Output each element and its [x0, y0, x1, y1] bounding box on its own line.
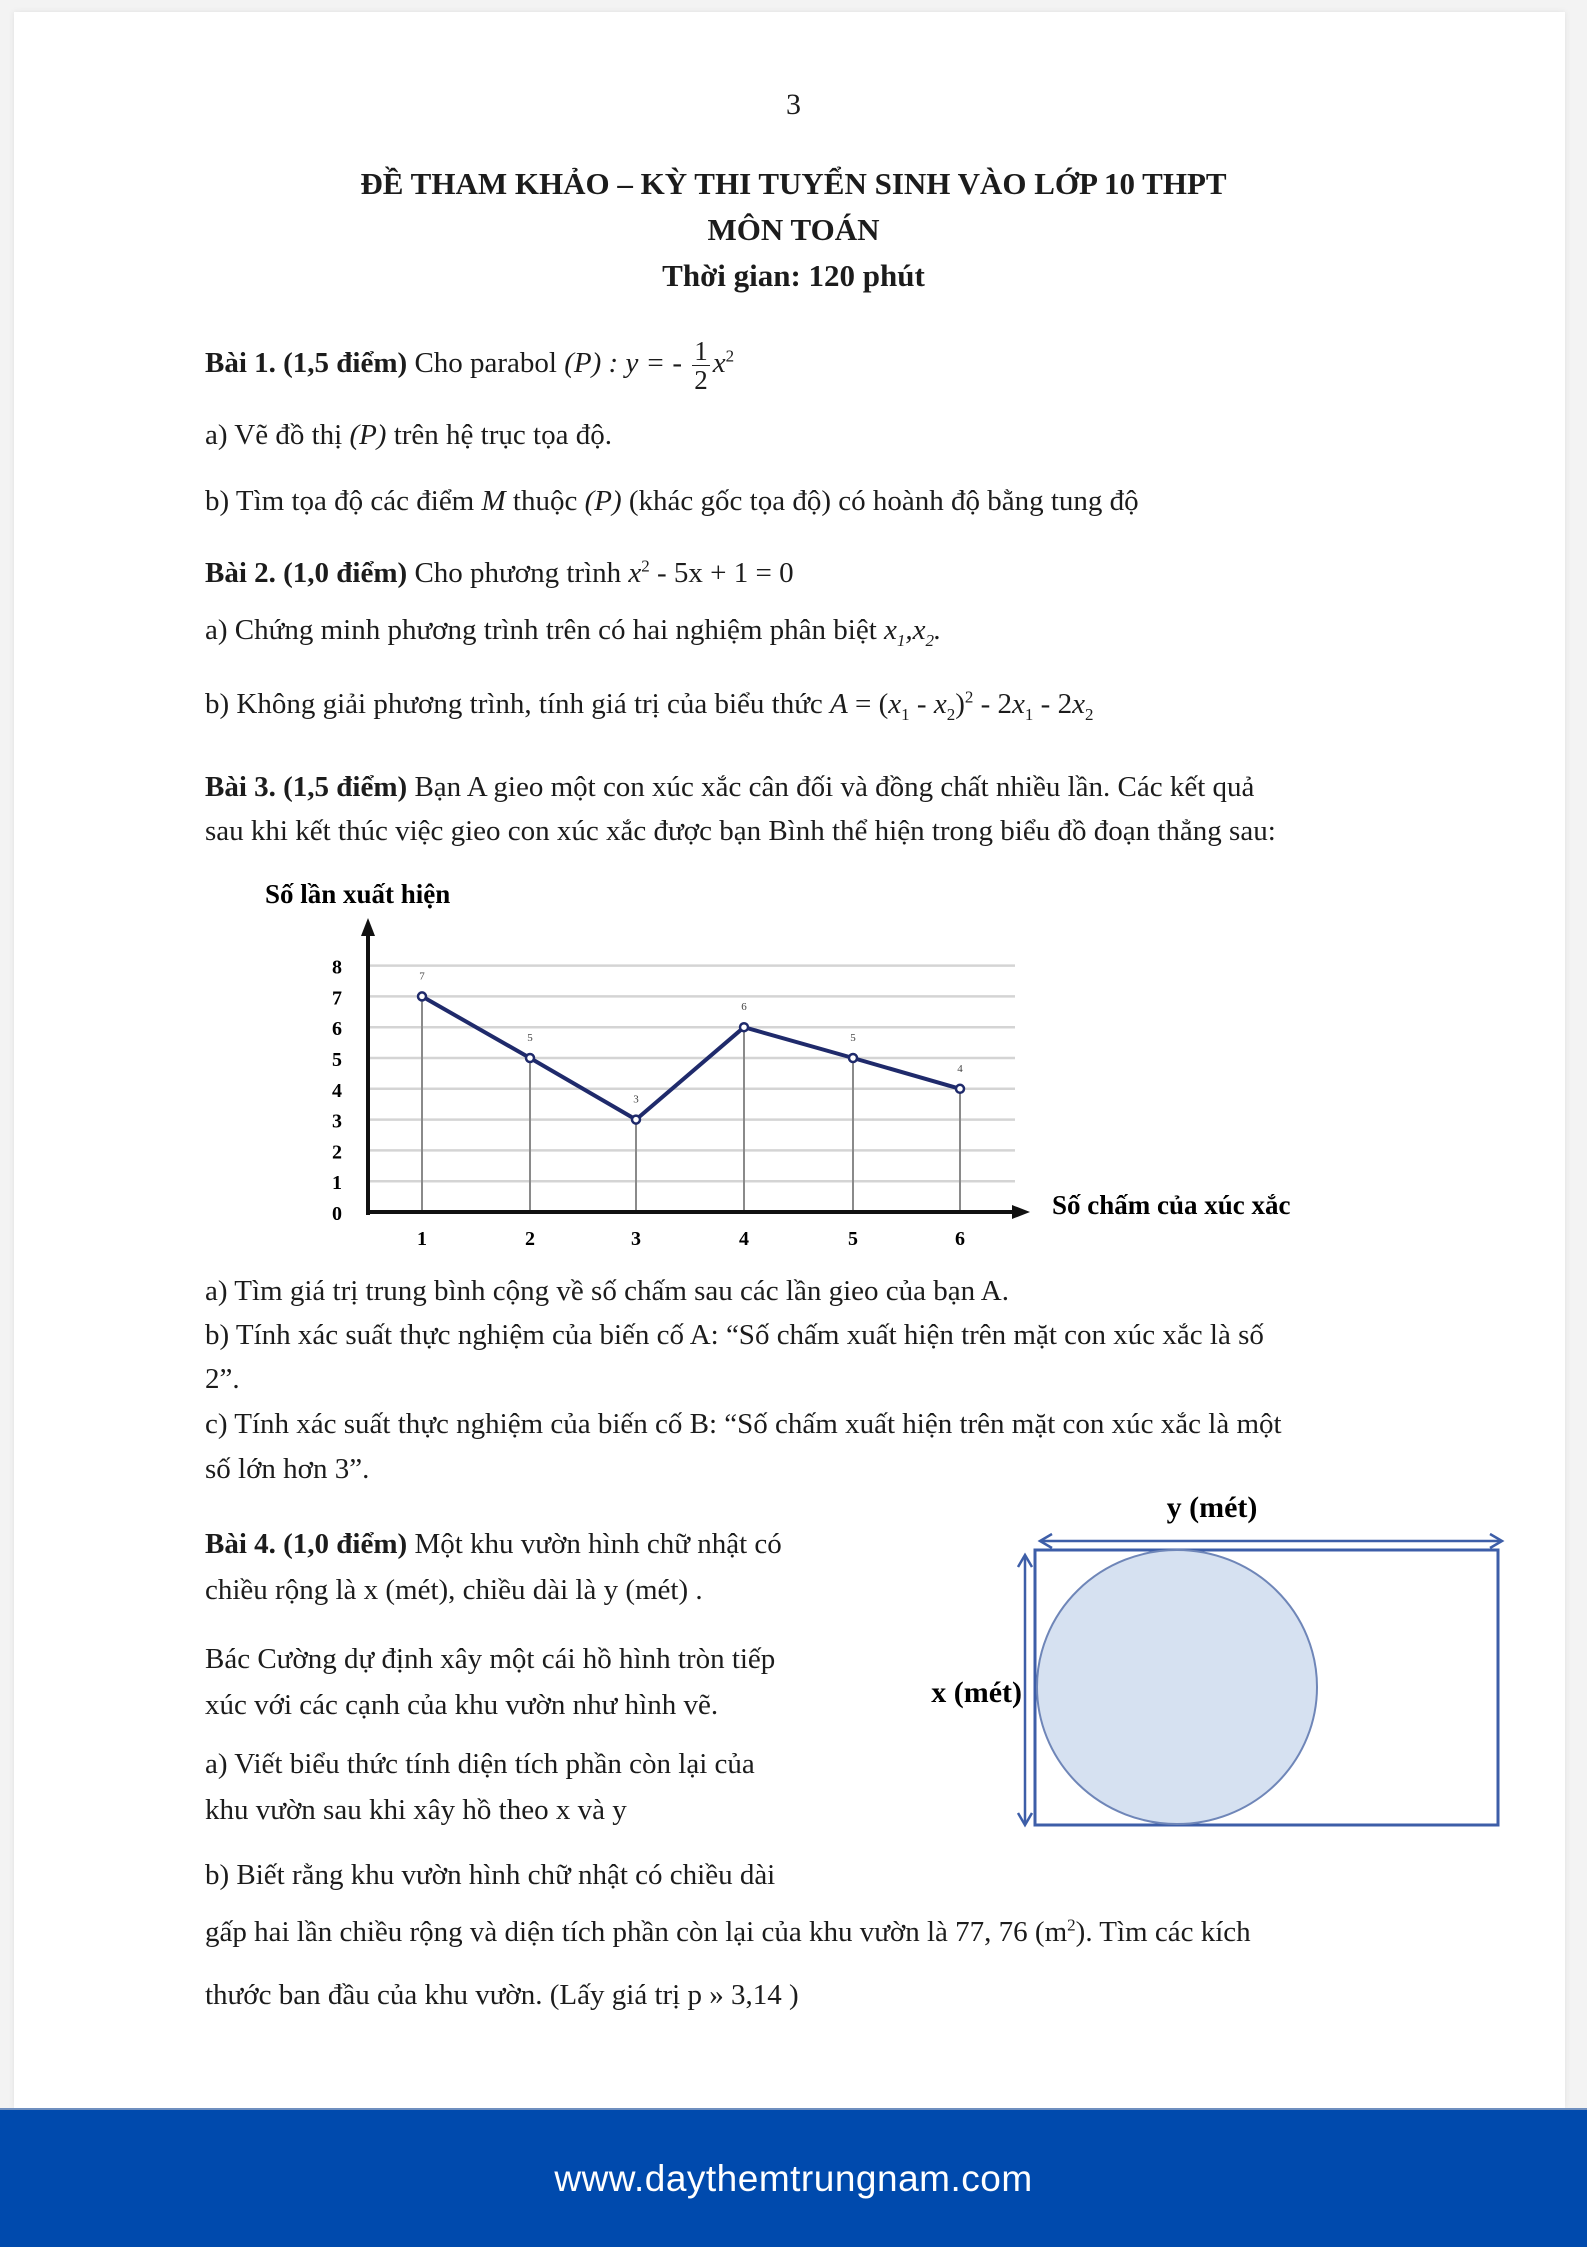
ytick-label: 8 [332, 956, 342, 979]
x-axis-arrow-icon [1012, 1205, 1030, 1219]
exam-title: ĐỀ THAM KHẢO – KỲ THI TUYỂN SINH VÀO LỚP 10 THPT [360, 166, 1227, 201]
exam-duration: Thời gian: 120 phút [662, 258, 925, 293]
data-label: 7 [419, 970, 425, 983]
bai3-line2: sau khi kết thúc việc gieo con xúc xắc được bạn Bình thể hiện trong biểu đồ đoạn thẳng sau: [205, 815, 1276, 847]
fraction: $\frac{1}{2}$ [694, 336, 708, 395]
chart-xlabel: Số chấm của xúc xắc [1052, 1190, 1291, 1220]
bai3-part-c-line2: số lớn hơn 3”. [205, 1453, 370, 1485]
data-point [526, 1054, 534, 1062]
exam-subject: MÔN TOÁN [707, 212, 880, 247]
ytick-label: 7 [332, 987, 342, 1010]
bai2-part-b: b) Không giải phương trình, tính giá trị của biểu thức $A = (x_1 - x_2)^2 - 2x_1 - 2x_2$ [205, 687, 1094, 724]
bai3-part-b-line2: 2”. [205, 1363, 240, 1395]
garden-figure [890, 1480, 1530, 1840]
chart-yticks [332, 957, 342, 1225]
figure-top-label: y (mét) [1166, 1491, 1258, 1524]
data-label: 4 [957, 1062, 963, 1075]
ytick-label: 0 [332, 1203, 342, 1225]
bai3-label: Bài 3. (1,5 điểm) [205, 771, 408, 803]
data-label: 5 [527, 1032, 533, 1044]
chart-xticks [417, 1228, 965, 1250]
xtick-label: 5 [848, 1228, 858, 1250]
figure-side-label: x (mét) [931, 1676, 1022, 1709]
ytick-label: 5 [332, 1049, 342, 1071]
bai4-part-b-line1: b) Biết rằng khu vườn hình chữ nhật có chiều dài [205, 1859, 776, 1891]
ytick-label: 2 [332, 1141, 342, 1164]
bai2-part-a: a) Chứng minh phương trình trên có hai nghiệm phân biệt $x_1,x_2$. [205, 614, 942, 650]
data-point [632, 1116, 640, 1124]
xtick-label: 2 [525, 1228, 535, 1250]
ytick-label: 1 [332, 1172, 342, 1195]
pond-circle [1037, 1550, 1317, 1824]
bai4-line4: xúc với các cạnh của khu vườn như hình vẽ. [205, 1689, 719, 1721]
data-point [849, 1054, 857, 1062]
bai4-label: Bài 4. (1,0 điểm) [205, 1528, 408, 1560]
bai4-line3: Bác Cường dự định xây một cái hồ hình tròn tiếp [205, 1643, 776, 1675]
bai1-part-b: b) Tìm tọa độ các điểm M thuộc (P) (khác gốc tọa độ) có hoành độ bằng tung độ [205, 485, 1139, 517]
ytick-label: 3 [332, 1110, 342, 1133]
bai3-part-a: a) Tìm giá trị trung bình cộng về số chấm sau các lần gieo của bạn A. [205, 1275, 1009, 1307]
bai3-part-c-line1: c) Tính xác suất thực nghiệm của biến cố B: “Số chấm xuất hiện trên mặt con xúc xắc là một [205, 1408, 1282, 1440]
bai1-statement: Bài 1. (1,5 điểm) Cho parabol (P) : y = - $\frac{1}{2}$ $x^2$ [205, 336, 735, 395]
bai4-part-a-line1: a) Viết biểu thức tính diện tích phần còn lại của [205, 1748, 755, 1780]
bai3-part-b-line1: b) Tính xác suất thực nghiệm của biến cố A: “Số chấm xuất hiện trên mặt con xúc xắc là số [205, 1319, 1264, 1351]
bai4-part-a-line2: khu vườn sau khi xây hồ theo x và y [205, 1794, 627, 1826]
data-point [956, 1085, 964, 1093]
data-point [418, 992, 426, 1000]
footer-url[interactable]: www.daythemtrungnam.com [554, 2157, 1033, 2199]
bai4-line2: chiều rộng là x (mét), chiều dài là y (mét) . [205, 1574, 703, 1606]
xtick-label: 4 [739, 1228, 749, 1250]
bai4-part-b-line3: thước ban đầu của khu vườn. (Lấy giá trị p » 3,14 ) [205, 1979, 799, 2011]
ytick-label: 6 [332, 1018, 342, 1041]
y-axis-arrow-icon [361, 918, 375, 936]
xtick-label: 6 [955, 1228, 965, 1250]
chart-drop-lines [422, 996, 960, 1212]
data-label: 5 [850, 1032, 856, 1044]
data-point [740, 1023, 748, 1031]
xtick-label: 1 [417, 1228, 427, 1250]
chart-ylabel: Số lần xuất hiện [265, 879, 451, 909]
data-label: 6 [741, 1001, 747, 1014]
xtick-label: 3 [631, 1228, 641, 1250]
bai3-line1: Bài 3. (1,5 điểm) Bạn A gieo một con xúc xắc cân đối và đồng chất nhiều lần. Các kết quả [205, 771, 1255, 803]
bai2-label: Bài 2. (1,0 điểm) [205, 557, 408, 589]
page-number: 3 [786, 88, 801, 121]
bai1-part-a: a) Vẽ đồ thị (P) trên hệ trục tọa độ. [205, 419, 612, 451]
footer-banner [0, 2108, 1587, 2247]
expression-A: A [830, 688, 848, 720]
ytick-label: 4 [332, 1079, 342, 1102]
bai2-statement: Bài 2. (1,0 điểm) Cho phương trình $x^2 - 5x + 1 = 0$ [205, 556, 794, 589]
bai4-part-b-line2: gấp hai lần chiều rộng và diện tích phần còn lại của khu vườn là 77, 76 $(m^2)$. Tìm các kích [205, 1915, 1251, 1948]
data-label: 3 [633, 1093, 639, 1106]
bai1-label: Bài 1. (1,5 điểm) [205, 347, 408, 380]
chart-data-points [418, 970, 964, 1123]
bai4-line1: Bài 4. (1,0 điểm) Một khu vườn hình chữ nhật có [205, 1528, 782, 1560]
